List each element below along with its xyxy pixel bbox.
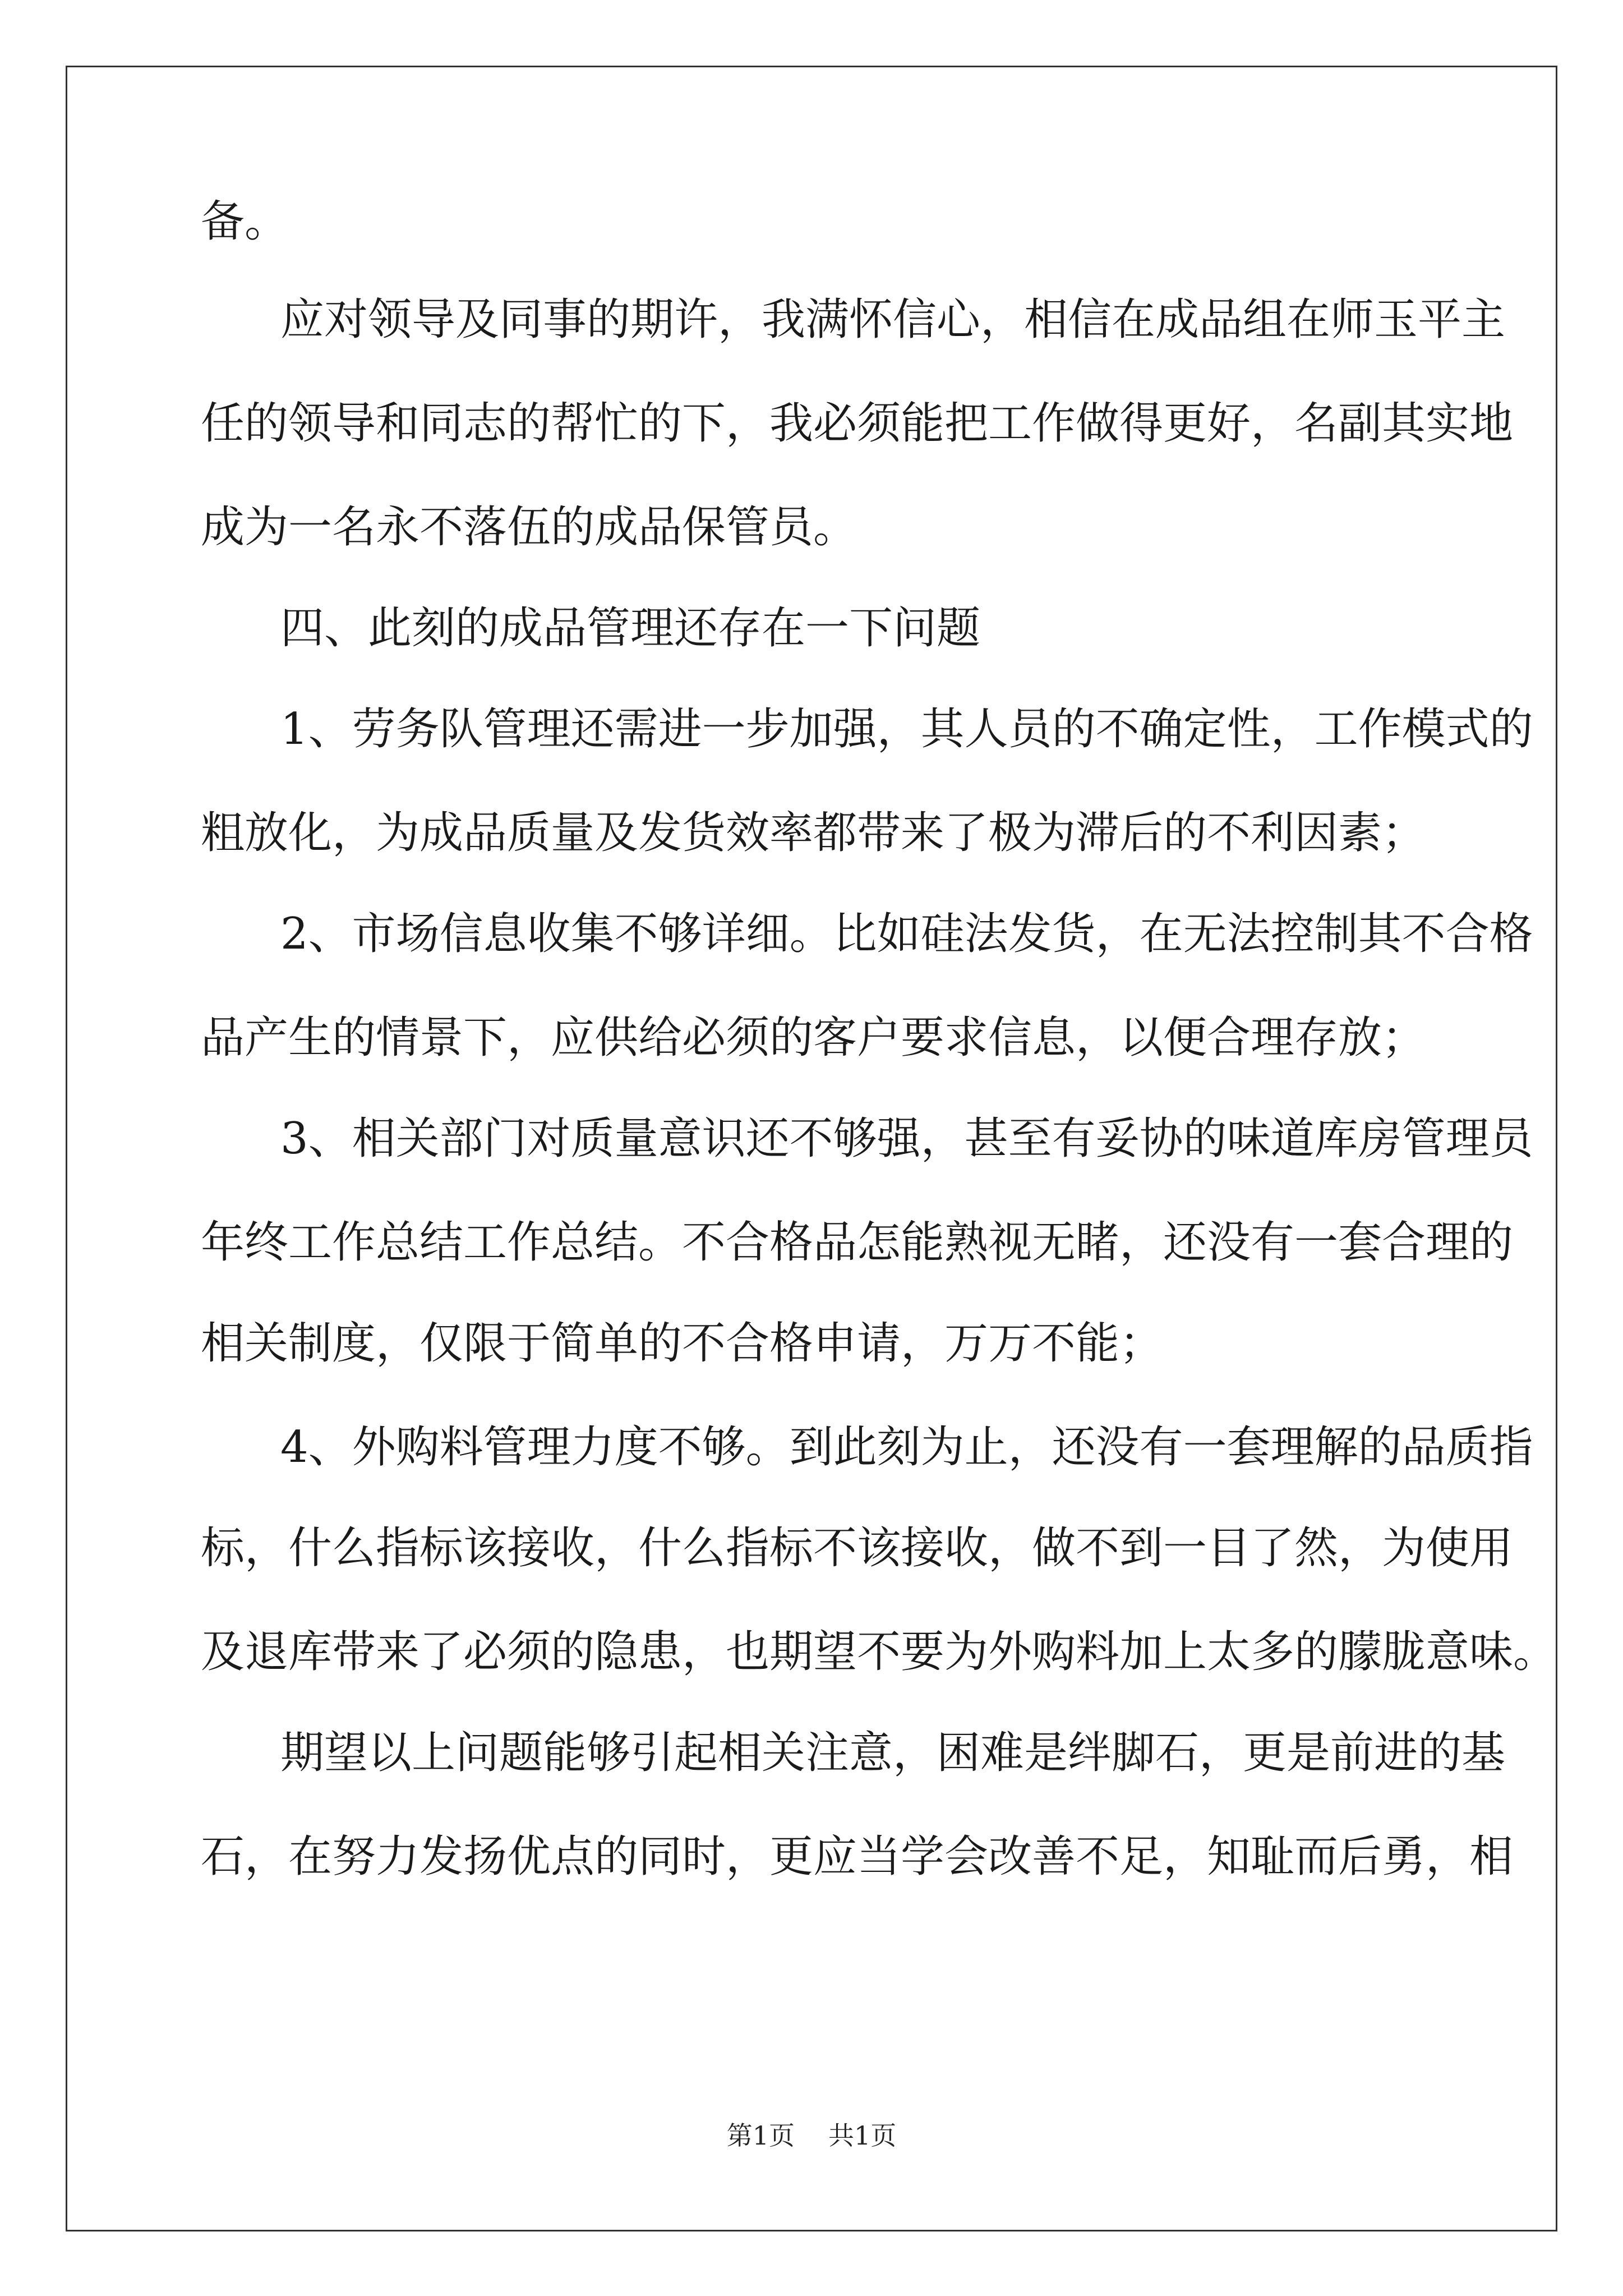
page-footer (0, 2119, 1623, 2152)
text-line: 1、劳务队管理还需进一步加强，其人员的不确定性，工作模式的 (280, 704, 1533, 754)
text-line: 期望以上问题能够引起相关注意，困难是绊脚石，更是前进的基 (280, 1728, 1506, 1778)
text-line: 标，什么指标该接收，什么指标不该接收，做不到一目了然，为使用 (201, 1523, 1514, 1573)
text-line: 石，在努力发扬优点的同时，更应当学会改善不足，知耻而后勇，相 (201, 1832, 1514, 1882)
text-line: 四、此刻的成品管理还存在一下问题 (280, 603, 981, 654)
text-line: 年终工作总结工作总结。不合格品怎能熟视无睹，还没有一套合理的 (201, 1217, 1514, 1268)
text-line: 品产生的情景下，应供给必须的客户要求信息，以便合理存放； (201, 1013, 1426, 1063)
text-line: 成为一名永不落伍的成品保管员。 (201, 502, 857, 553)
text-line: 备。 (201, 196, 289, 247)
text-line: 3、相关部门对质量意识还不够强，甚至有妥协的味道库房管理员 (280, 1114, 1533, 1164)
page-number-current: 第1页 (726, 2120, 795, 2151)
text-line: 4、外购料管理力度不够。到此刻为止，还没有一套理解的品质指 (280, 1422, 1533, 1473)
text-line: 应对领导及同事的期许，我满怀信心，相信在成品组在师玉平主 (280, 295, 1506, 345)
text-line: 任的领导和同志的帮忙的下，我必须能把工作做得更好，名副其实地 (201, 398, 1514, 449)
text-line: 2、市场信息收集不够详细。比如硅法发货，在无法控制其不合格 (280, 909, 1533, 959)
text-line: 及退库带来了必须的隐患，也期望不要为外购料加上太多的朦胧意味。 (201, 1627, 1557, 1677)
text-line: 粗放化，为成品质量及发货效率都带来了极为滞后的不利因素； (201, 808, 1426, 858)
page-number-total: 共1页 (828, 2120, 897, 2151)
text-line: 相关制度，仅限于简单的不合格申请，万万不能； (201, 1318, 1164, 1369)
